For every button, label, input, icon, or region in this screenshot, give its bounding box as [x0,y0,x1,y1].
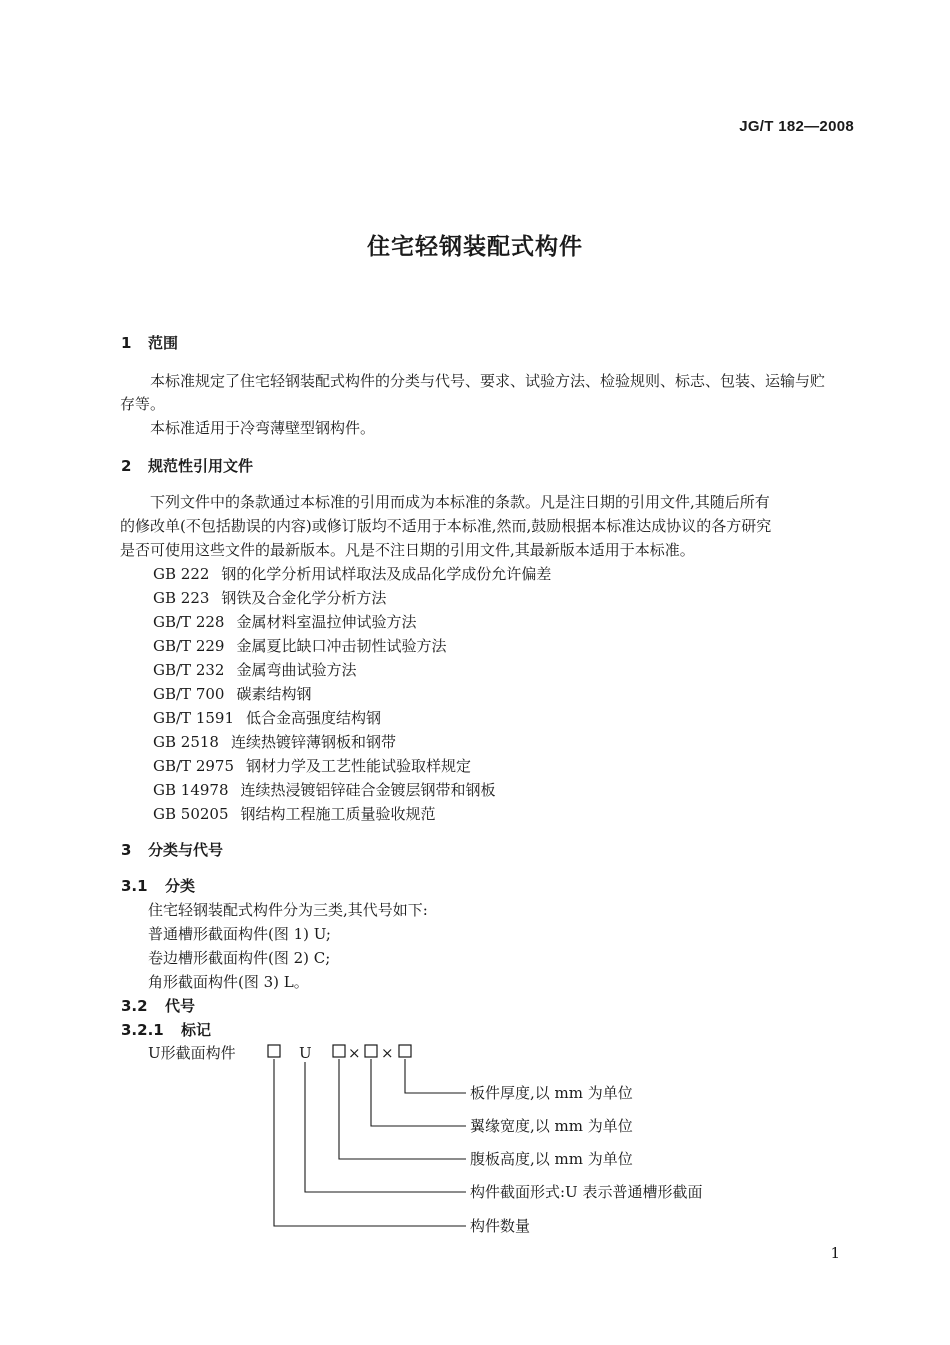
reference-code: GB 50205 [153,805,229,823]
marking-description: 腹板高度,以 mm 为单位 [470,1150,633,1168]
section-title: 分类 [165,877,196,895]
paragraph-line: 本标准适用于冷弯薄壁型钢构件。 [150,419,376,437]
reference-code: GB/T 2975 [153,757,235,775]
reference-code: GB 14978 [153,781,229,799]
flange-width-box [365,1045,377,1057]
marking-label: U形截面构件 [148,1044,236,1062]
reference-title: 金属夏比缺口冲击韧性试验方法 [236,637,447,655]
marking-description: 构件数量 [470,1217,531,1235]
section-title: 范围 [148,334,179,352]
times-sign: × [381,1044,394,1062]
marking-description: 翼缘宽度,以 mm 为单位 [470,1117,633,1135]
reference-code: GB/T 229 [153,637,225,655]
page-number: 1 [830,1244,840,1262]
paragraph-line: 是否可使用这些文件的最新版本。凡是不注日期的引用文件,其最新版本适用于本标准。 [120,541,695,559]
leader-line [274,1059,466,1226]
paragraph-line: 住宅轻钢装配式构件分为三类,其代号如下: [148,901,428,919]
reference-title: 低合金高强度结构钢 [246,709,382,727]
reference-title: 钢结构工程施工质量验收规范 [240,805,436,823]
reference-title: 钢铁及合金化学分析方法 [221,589,387,607]
reference-title: 连续热镀锌薄钢板和钢带 [230,733,396,751]
leader-line [405,1059,466,1093]
reference-code: GB/T 228 [153,613,225,631]
paragraph-line: 下列文件中的条款通过本标准的引用而成为本标准的条款。凡是注日期的引用文件,其随后所有 [150,493,770,511]
times-sign: × [348,1044,361,1062]
reference-code: GB 223 [153,589,210,607]
reference-title: 金属材料室温拉伸试验方法 [236,613,417,631]
reference-title: 连续热浸镀铝锌硅合金镀层钢带和钢板 [240,781,496,799]
section-number: 1 [121,334,132,352]
section-title: 代号 [165,997,196,1015]
paragraph-line: 普通槽形截面构件(图 1) U; [148,925,331,943]
reference-code: GB/T 232 [153,661,225,679]
leader-line [305,1062,466,1192]
section-title: 分类与代号 [148,841,224,859]
section-number: 2 [121,457,132,475]
paragraph-line: 角形截面构件(图 3) L。 [148,973,309,991]
leader-lines [274,1059,466,1226]
reference-code: GB 222 [153,565,210,583]
paragraph-line: 本标准规定了住宅轻钢装配式构件的分类与代号、要求、试验方法、检验规则、标志、包装、运输与贮 [150,372,826,390]
section-title: 标记 [181,1021,212,1039]
section-number: 3 [121,841,132,859]
reference-title: 金属弯曲试验方法 [236,661,357,679]
thickness-box [399,1045,411,1057]
reference-code: GB/T 700 [153,685,225,703]
paragraph-line: 存等。 [120,395,166,413]
reference-code: GB/T 1591 [153,709,235,727]
section-letter: U [299,1044,312,1062]
standard-code: JG/T 182—2008 [739,118,854,135]
quantity-box [268,1045,280,1057]
paragraph-line: 卷边槽形截面构件(图 2) C; [148,949,331,967]
paragraph-line: 的修改单(不包括勘误的内容)或修订版均不适用于本标准,然而,鼓励根据本标准达成协议的各方研究 [120,517,772,535]
reference-code: GB 2518 [153,733,219,751]
section-number: 3.1 [121,877,148,895]
reference-title: 钢的化学分析用试样取法及成品化学成份允许偏差 [221,565,552,583]
section-number: 3.2.1 [121,1021,164,1039]
leader-line [339,1059,466,1159]
section-title: 规范性引用文件 [148,457,254,475]
reference-title: 碳素结构钢 [236,685,312,703]
reference-title: 钢材力学及工艺性能试验取样规定 [246,757,472,775]
section-number: 3.2 [121,997,148,1015]
marking-description: 构件截面形式:U 表示普通槽形截面 [470,1183,703,1201]
marking-description: 板件厚度,以 mm 为单位 [470,1084,633,1102]
document-title: 住宅轻钢装配式构件 [367,234,583,260]
web-height-box [333,1045,345,1057]
